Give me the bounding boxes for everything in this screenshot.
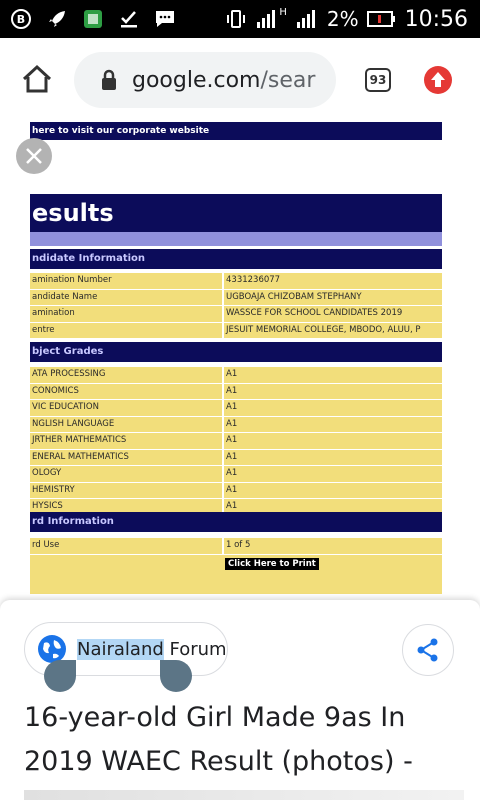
rocket-icon	[46, 8, 68, 30]
upload-button[interactable]	[424, 66, 452, 94]
selection-handle-end[interactable]	[160, 660, 192, 692]
signal-icon	[255, 8, 279, 30]
faded-text	[24, 790, 464, 800]
signal-icon-2	[295, 8, 319, 30]
grade-rows	[30, 367, 442, 516]
network-type: H	[279, 6, 287, 18]
row-value: 4331236077	[226, 275, 281, 285]
subject-grade: A1	[226, 501, 238, 511]
subject-name: ATA PROCESSING	[32, 369, 106, 379]
candidate-rows	[30, 273, 442, 339]
subject-grade: A1	[226, 468, 238, 478]
corporate-website-bar: here to visit our corporate website	[30, 122, 442, 140]
row-label: andidate Name	[32, 291, 98, 302]
address-bar[interactable]	[74, 52, 336, 108]
row-label: amination	[32, 308, 75, 318]
bottom-row	[30, 574, 442, 594]
home-icon[interactable]	[20, 62, 54, 96]
results-title: esults	[30, 194, 442, 232]
subject-name: HYSICS	[32, 501, 63, 511]
result-headline[interactable]: 16-year-old Girl Made 9as In 2019 WAEC Result (photos) -	[24, 702, 413, 777]
browser-toolbar	[0, 38, 480, 122]
subject-grade: A1	[226, 369, 238, 379]
table-row	[30, 433, 442, 450]
url-host: google.com	[132, 67, 261, 93]
tab-switcher-button[interactable]	[365, 68, 391, 92]
subject-grade: A1	[226, 385, 238, 396]
row-value: WASSCE FOR SCHOOL CANDIDATES 2019	[226, 308, 403, 318]
table-row	[30, 466, 442, 483]
table-row	[30, 384, 442, 401]
selected-text: Nairaland	[77, 638, 164, 660]
subject-grade: A1	[226, 402, 238, 412]
table-row	[30, 400, 442, 417]
subject-name: HEMISTRY	[32, 484, 75, 495]
url-text	[132, 68, 315, 93]
row-value: 1 of 5	[226, 540, 251, 550]
table-row	[30, 367, 442, 384]
subject-grade: A1	[226, 435, 238, 445]
source-name-rest: Forum	[163, 638, 227, 660]
svg-text:B: B	[16, 13, 26, 26]
table-row	[30, 538, 442, 555]
row-label: rd Use	[32, 540, 60, 550]
table-row	[30, 290, 442, 307]
arrow-up-icon	[424, 66, 452, 94]
message-icon	[154, 8, 176, 30]
row-value: JESUIT MEMORIAL COLLEGE, MBODO, ALUU, P	[226, 324, 421, 335]
green-app-icon	[82, 8, 104, 30]
subject-grade: A1	[226, 418, 238, 429]
row-value: UGBOAJA CHIZOBAM STEPHANY	[226, 291, 362, 302]
share-button[interactable]	[402, 624, 454, 676]
result-panel	[0, 600, 480, 800]
subject-name: ENERAL MATHEMATICS	[32, 451, 129, 462]
subject-grade: A1	[226, 451, 238, 462]
row-label: entre	[32, 324, 55, 335]
row-label: amination Number	[32, 275, 112, 285]
search-image-preview	[0, 122, 480, 600]
candidate-section-header: ndidate Information	[30, 249, 442, 269]
table-row	[30, 483, 442, 500]
battery-percent: 2%	[326, 7, 359, 31]
table-row	[30, 273, 442, 290]
lock-icon	[100, 69, 118, 91]
card-section-header: rd Information	[30, 512, 442, 532]
subject-name: CONOMICS	[32, 385, 79, 396]
subject-name: NGLISH LANGUAGE	[32, 418, 115, 429]
subject-grade: A1	[226, 484, 238, 495]
table-row	[30, 306, 442, 323]
selection-handle-start[interactable]	[44, 660, 76, 692]
clock: 10:56	[404, 6, 468, 32]
tab-count: 93	[369, 73, 387, 87]
vibrate-icon	[225, 8, 247, 30]
table-row	[30, 417, 442, 434]
share-icon	[415, 637, 441, 663]
source-name	[77, 639, 227, 660]
close-icon	[16, 138, 52, 174]
table-row	[30, 450, 442, 467]
table-row	[30, 323, 442, 340]
status-bar	[0, 0, 480, 38]
battery-low-icon	[367, 10, 397, 28]
download-check-icon	[118, 8, 140, 30]
b-badge-icon	[10, 8, 32, 30]
grades-section-header: bject Grades	[30, 342, 442, 362]
close-button[interactable]	[16, 138, 52, 174]
subject-name: JRTHER MATHEMATICS	[32, 435, 127, 445]
subject-name: VIC EDUCATION	[32, 402, 99, 412]
url-path: /sear	[260, 67, 316, 93]
print-button[interactable]: Click Here to Print	[225, 558, 319, 570]
results-subbar	[30, 232, 442, 246]
subject-name: OLOGY	[32, 468, 62, 478]
card-rows	[30, 538, 442, 555]
